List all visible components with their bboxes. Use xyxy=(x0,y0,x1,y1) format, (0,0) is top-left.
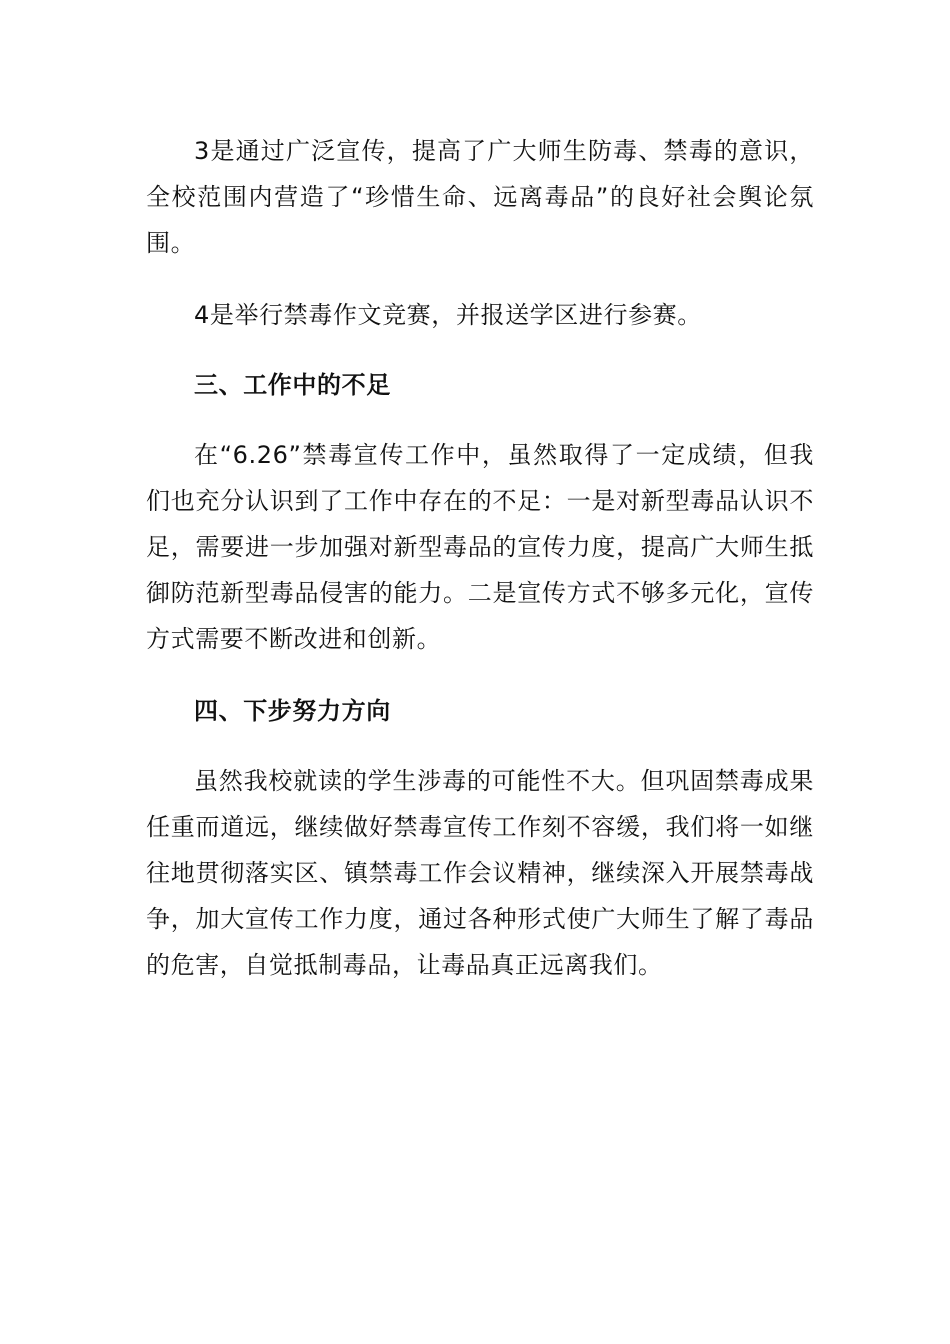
paragraph-gap xyxy=(146,408,814,432)
paragraph-gap xyxy=(146,266,814,292)
paragraph-item-4: 4是举行禁毒作文竞赛，并报送学区进行参赛。 xyxy=(194,301,702,329)
section-heading-next-steps: 四、下步努力方向 xyxy=(194,697,391,725)
paragraph-item-3: 3是通过广泛宣传，提高了广大师生防毒、禁毒的意识，全校范围内营造了“珍惜生命、远离毒品”的良好社会舆论氛围。 xyxy=(146,137,814,257)
section-heading-shortcomings: 三、工作中的不足 xyxy=(194,371,391,399)
document-body xyxy=(146,128,814,988)
paragraph-gap xyxy=(146,338,814,362)
paragraph-shortcomings: 在“6.26”禁毒宣传工作中，虽然取得了一定成绩，但我们也充分认识到了工作中存在的不足：一是对新型毒品认识不足，需要进一步加强对新型毒品的宣传力度，提高广大师生抵御防范新型毒品侵害的能力。二是宣传方式不够多元化，宣传方式需要不断改进和创新。 xyxy=(146,441,814,653)
paragraph-gap xyxy=(146,662,814,688)
paragraph-gap xyxy=(146,734,814,758)
paragraph-next-steps: 虽然我校就读的学生涉毒的可能性不大。但巩固禁毒成果任重而道远，继续做好禁毒宣传工作刻不容缓，我们将一如继往地贯彻落实区、镇禁毒工作会议精神，继续深入开展禁毒战争，加大宣传工作力度，通过各种形式使广大师生了解了毒品的危害，自觉抵制毒品，让毒品真正远离我们。 xyxy=(146,767,814,979)
